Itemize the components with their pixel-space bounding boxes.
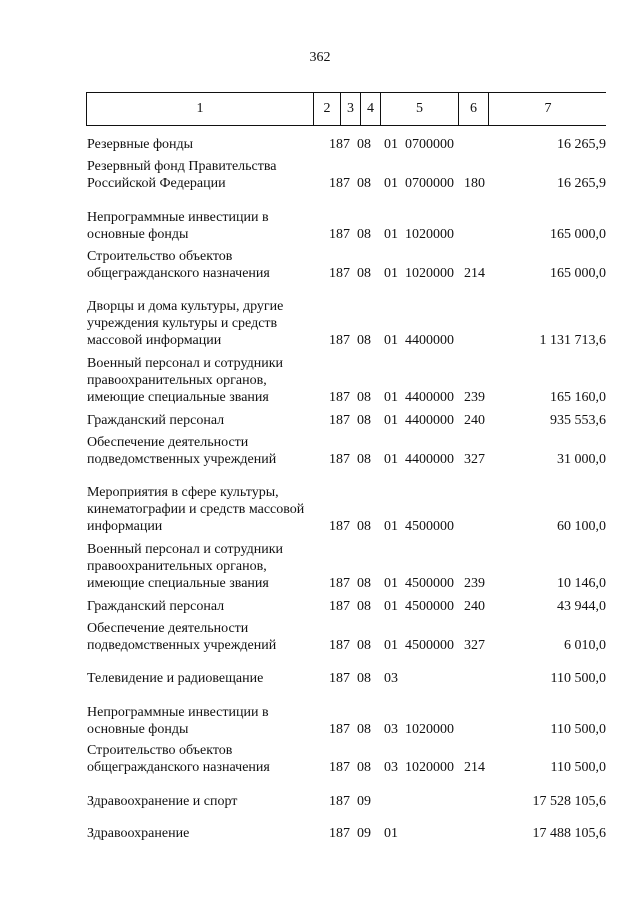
row-amount: 17 488 105,6: [532, 826, 606, 841]
row-name: Мероприятия в сфере культуры, кинематографии и средств массовой информации: [87, 485, 305, 534]
row-article-code: 1020000: [405, 266, 454, 281]
row-name: Строительство объектов общегражданского назначения: [87, 249, 270, 281]
row-name: Военный персонал и сотрудники правоохранительных органов, имеющие специальные звания: [87, 356, 283, 405]
row-section-code: 08: [357, 137, 371, 152]
row-admin-code: 187: [329, 826, 350, 841]
row-admin-code: 187: [329, 794, 350, 809]
row-admin-code: 187: [329, 576, 350, 591]
row-amount: 110 500,0: [550, 760, 606, 775]
row-section-code: 08: [357, 452, 371, 467]
row-amount: 43 944,0: [557, 599, 606, 614]
row-name: Обеспечение деятельности подведомственных учреждений: [87, 621, 277, 653]
row-amount: 110 500,0: [550, 722, 606, 737]
column-header-2: 2: [314, 93, 341, 125]
column-header-row: [86, 92, 606, 126]
column-header-4: 4: [361, 93, 381, 125]
row-section-code: 08: [357, 599, 371, 614]
row-subsection-code: 03: [384, 722, 398, 737]
row-amount: 10 146,0: [557, 576, 606, 591]
row-admin-code: 187: [329, 452, 350, 467]
row-admin-code: 187: [329, 137, 350, 152]
row-section-code: 08: [357, 638, 371, 653]
row-article-code: 4400000: [405, 333, 454, 348]
row-admin-code: 187: [329, 390, 350, 405]
row-admin-code: 187: [329, 413, 350, 428]
row-article-code: 4500000: [405, 638, 454, 653]
row-section-code: 08: [357, 576, 371, 591]
row-section-code: 09: [357, 826, 371, 841]
row-section-code: 08: [357, 176, 371, 191]
row-subsection-code: 01: [384, 390, 398, 405]
row-expense-type-code: 240: [464, 599, 485, 614]
row-article-code: 4400000: [405, 452, 454, 467]
row-amount: 1 131 713,6: [539, 333, 606, 348]
row-section-code: 08: [357, 266, 371, 281]
row-section-code: 08: [357, 413, 371, 428]
row-subsection-code: 03: [384, 671, 398, 686]
row-amount: 17 528 105,6: [532, 794, 606, 809]
row-name: Военный персонал и сотрудники правоохранительных органов, имеющие специальные звания: [87, 542, 283, 591]
row-subsection-code: 01: [384, 227, 398, 242]
row-name: Здравоохранение и спорт: [87, 794, 238, 809]
row-name: Обеспечение деятельности подведомственных учреждений: [87, 435, 277, 467]
row-admin-code: 187: [329, 227, 350, 242]
column-header-7: 7: [544, 101, 552, 116]
row-expense-type-code: 240: [464, 413, 485, 428]
row-expense-type-code: 239: [464, 390, 485, 405]
row-subsection-code: 01: [384, 519, 398, 534]
row-subsection-code: 03: [384, 760, 398, 775]
row-section-code: 08: [357, 519, 371, 534]
row-amount: 6 010,0: [564, 638, 606, 653]
row-section-code: 08: [357, 390, 371, 405]
row-subsection-code: 01: [384, 452, 398, 467]
row-article-code: 1020000: [405, 227, 454, 242]
row-admin-code: 187: [329, 599, 350, 614]
row-admin-code: 187: [329, 519, 350, 534]
page-number: 362: [309, 50, 331, 65]
row-amount: 165 160,0: [550, 390, 606, 405]
row-subsection-code: 01: [384, 413, 398, 428]
row-subsection-code: 01: [384, 176, 398, 191]
row-article-code: 0700000: [405, 176, 454, 191]
row-article-code: 0700000: [405, 137, 454, 152]
row-subsection-code: 01: [384, 576, 398, 591]
row-admin-code: 187: [329, 671, 350, 686]
row-article-code: 4400000: [405, 390, 454, 405]
row-amount: 60 100,0: [557, 519, 606, 534]
row-section-code: 08: [357, 671, 371, 686]
row-section-code: 08: [357, 227, 371, 242]
row-article-code: 1020000: [405, 722, 454, 737]
row-amount: 31 000,0: [557, 452, 606, 467]
row-name: Гражданский персонал: [87, 413, 225, 428]
row-name: Строительство объектов общегражданского назначения: [87, 743, 270, 775]
row-expense-type-code: 327: [464, 452, 485, 467]
column-header-1: 1: [87, 93, 314, 125]
row-amount: 110 500,0: [550, 671, 606, 686]
row-article-code: 1020000: [405, 760, 454, 775]
column-header-6: 6: [459, 93, 489, 125]
row-name: Непрограммные инвестиции в основные фонды: [87, 705, 269, 737]
row-expense-type-code: 239: [464, 576, 485, 591]
row-subsection-code: 01: [384, 638, 398, 653]
row-amount: 165 000,0: [550, 266, 606, 281]
row-amount: 16 265,9: [557, 137, 606, 152]
row-name: Здравоохранение: [87, 826, 190, 841]
row-name: Резервные фонды: [87, 137, 194, 152]
row-name: Телевидение и радиовещание: [87, 671, 264, 686]
row-admin-code: 187: [329, 333, 350, 348]
row-name: Резервный фонд Правительства Российской Федерации: [87, 159, 277, 191]
row-subsection-code: 01: [384, 266, 398, 281]
row-subsection-code: 01: [384, 137, 398, 152]
row-subsection-code: 01: [384, 599, 398, 614]
row-amount: 16 265,9: [557, 176, 606, 191]
row-name: Гражданский персонал: [87, 599, 225, 614]
row-admin-code: 187: [329, 760, 350, 775]
row-article-code: 4400000: [405, 413, 454, 428]
row-article-code: 4500000: [405, 519, 454, 534]
row-admin-code: 187: [329, 722, 350, 737]
column-header-3: 3: [341, 93, 361, 125]
row-section-code: 09: [357, 794, 371, 809]
row-admin-code: 187: [329, 638, 350, 653]
row-section-code: 08: [357, 333, 371, 348]
row-admin-code: 187: [329, 266, 350, 281]
row-expense-type-code: 327: [464, 638, 485, 653]
row-amount: 935 553,6: [550, 413, 606, 428]
row-amount: 165 000,0: [550, 227, 606, 242]
row-article-code: 4500000: [405, 599, 454, 614]
row-section-code: 08: [357, 760, 371, 775]
row-expense-type-code: 214: [464, 760, 485, 775]
row-name: Непрограммные инвестиции в основные фонды: [87, 210, 269, 242]
row-subsection-code: 01: [384, 826, 398, 841]
row-expense-type-code: 180: [464, 176, 485, 191]
column-header-5: 5: [381, 93, 459, 125]
row-expense-type-code: 214: [464, 266, 485, 281]
row-admin-code: 187: [329, 176, 350, 191]
row-subsection-code: 01: [384, 333, 398, 348]
row-name: Дворцы и дома культуры, другие учреждения культуры и средств массовой информации: [87, 299, 284, 348]
row-article-code: 4500000: [405, 576, 454, 591]
row-section-code: 08: [357, 722, 371, 737]
